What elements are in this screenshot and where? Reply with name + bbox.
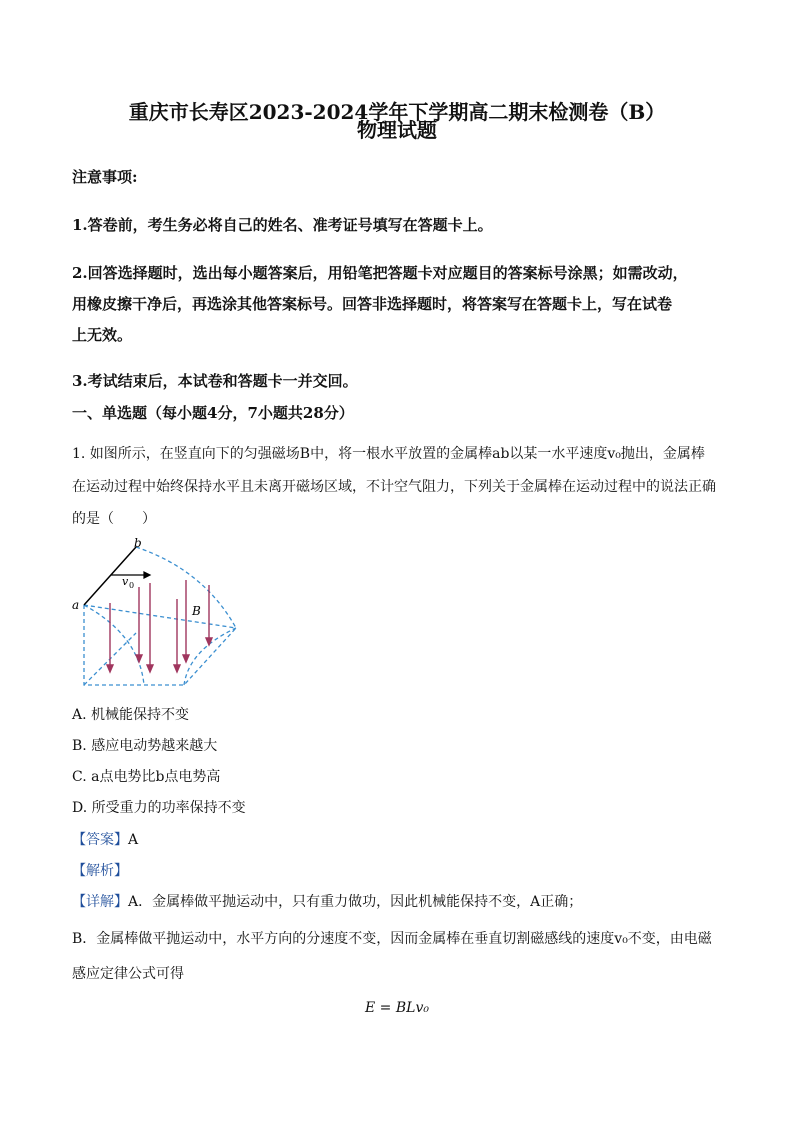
notice-item-1: 1.答卷前，考生务必将自己的姓名、准考证号填写在答题卡上。: [72, 216, 493, 234]
magnetic-field-figure: [64, 535, 254, 695]
notice-item-2-line1: 2.回答选择题时，选出每小题答案后，用铅笔把答题卡对应题目的答案标号涂黑；如需改动，: [72, 264, 688, 282]
question-1-line3: 的是（ ）: [72, 511, 156, 527]
detail-a: A．金属棒做平抛运动中，只有重力做功，因此机械能保持不变，A正确；: [128, 894, 583, 910]
option-d: D. 所受重力的功率保持不变: [72, 800, 246, 816]
field-region-outline: [84, 547, 236, 685]
label-b: b: [134, 536, 142, 550]
answer-row: [72, 829, 138, 849]
notice-item-2-line3: 上无效。: [72, 326, 133, 344]
notice-item-2-line2: 用橡皮擦干净后，再选涂其他答案标号。回答非选择题时，将答案写在答题卡上，写在试卷: [72, 295, 673, 313]
page-subtitle: 物理试题: [357, 118, 437, 142]
label-B: B: [192, 604, 201, 618]
analysis-tag: 【解析】: [72, 863, 128, 879]
label-v: v: [122, 575, 129, 588]
formula: E = BLv₀: [365, 1000, 429, 1016]
answer-value: A: [128, 832, 139, 848]
detail-b-line2: 感应定律公式可得: [72, 966, 184, 982]
notice-item-3: 3.考试结束后，本试卷和答题卡一并交回。: [72, 372, 358, 390]
question-1-line1: 1. 如图所示，在竖直向下的匀强磁场B中，将一根水平放置的金属棒ab以某一水平速度v₀抛出，金属棒: [72, 446, 705, 462]
label-v-sub: 0: [129, 581, 135, 590]
velocity-arrow: [111, 572, 150, 578]
detail-a-row: [72, 891, 582, 911]
option-b: B. 感应电动势越来越大: [72, 738, 218, 754]
detail-tag: 【详解】: [72, 894, 128, 910]
notice-heading: 注意事项:: [72, 168, 138, 186]
answer-tag: 【答案】: [72, 832, 128, 848]
option-a: A. 机械能保持不变: [72, 707, 190, 723]
detail-b-line1: B．金属棒做平抛运动中，水平方向的分速度不变，因而金属棒在垂直切割磁感线的速度v₀不变，由电磁: [72, 931, 712, 947]
question-1-line2: 在运动过程中始终保持水平且未离开磁场区域，不计空气阻力，下列关于金属棒在运动过程中的说法正确: [72, 479, 716, 495]
field-arrows: [107, 580, 212, 672]
analysis-row: [72, 860, 128, 880]
option-c: C. a点电势比b点电势高: [72, 769, 221, 785]
page-title: 重庆市长寿区2023-2024学年下学期高二期末检测卷（B）: [128, 100, 666, 124]
label-a: a: [72, 598, 80, 612]
section-heading: 一、单选题（每小题4分，7小题共28分）: [72, 404, 354, 422]
